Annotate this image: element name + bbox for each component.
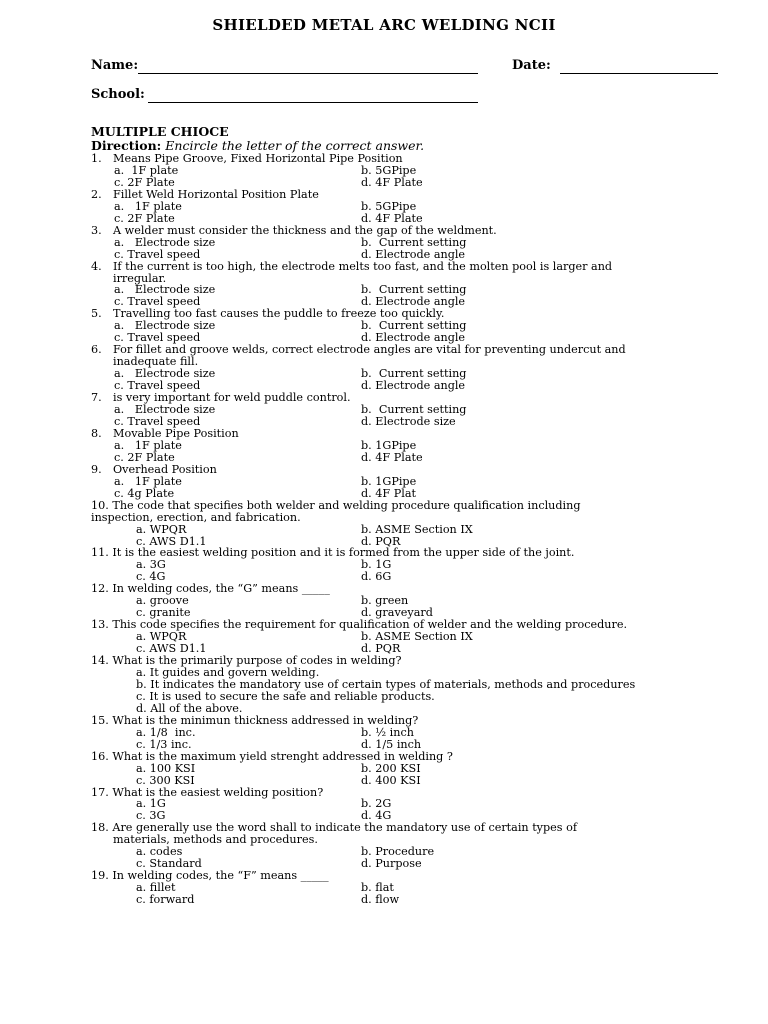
name-line: [138, 73, 478, 74]
question-item: [91, 308, 691, 344]
answer-option[interactable]: c. 4g Plate: [114, 486, 175, 500]
question-stem: [91, 225, 691, 237]
answer-option[interactable]: b. green: [361, 594, 409, 608]
answer-option[interactable]: b. Current setting: [361, 319, 467, 333]
answer-option[interactable]: d. Purpose: [361, 857, 422, 871]
question-number: 2.: [91, 187, 102, 201]
question-item: [91, 787, 691, 823]
question-text: The code that specifies both welder and welding procedure qualification including: [112, 498, 581, 512]
answer-option[interactable]: b. 1G: [361, 558, 392, 572]
answer-option[interactable]: b. 5GPipe: [361, 199, 417, 213]
answer-option[interactable]: b. ½ inch: [361, 725, 414, 739]
date-label: Date:: [512, 58, 551, 73]
question-text: What is the minimun thickness addressed in welding?: [112, 713, 419, 727]
answer-option[interactable]: d. graveyard: [361, 606, 433, 620]
answer-option[interactable]: d. flow: [361, 893, 400, 907]
answer-option[interactable]: d. 4F Plate: [361, 211, 423, 225]
question-text: A welder must consider the thickness and the gap of the weldment.: [113, 223, 497, 237]
question-text: is very important for weld puddle control.: [113, 391, 351, 405]
question-text: It is the easiest welding position and it is formed from the upper side of the joint.: [112, 546, 575, 560]
answer-option[interactable]: a. groove: [136, 594, 189, 608]
answer-option[interactable]: a. 1F plate: [114, 474, 182, 488]
answer-option[interactable]: d. 4G: [361, 809, 392, 823]
question-text: Are generally use the word shall to indicate the mandatory use of certain types of: [112, 821, 577, 835]
answer-options: [91, 320, 691, 344]
question-number: 6.: [91, 343, 102, 357]
question-number: 14.: [91, 654, 113, 668]
question-number: 4.: [91, 259, 102, 273]
answer-option[interactable]: b. flat: [361, 881, 394, 895]
answer-options: [91, 237, 691, 261]
answer-option[interactable]: b. 1GPipe: [361, 438, 417, 452]
direction-label: Direction:: [91, 138, 162, 153]
answer-options: [91, 368, 691, 392]
question-item: [91, 715, 691, 751]
question-stem: [91, 751, 691, 763]
direction-text: Encircle the letter of the correct answer.: [165, 138, 425, 153]
answer-option[interactable]: b. Current setting: [361, 367, 467, 381]
question-stem-continued: irregular.: [113, 271, 167, 285]
answer-option[interactable]: b. It indicates the mandatory use of certain types of materials, methods and procedures: [136, 677, 636, 691]
question-number: 18.: [91, 821, 113, 835]
answer-options: [91, 595, 691, 619]
answer-option[interactable]: b. 5GPipe: [361, 163, 417, 177]
answer-option[interactable]: d. All of the above.: [136, 701, 243, 715]
question-number: 12.: [91, 582, 113, 596]
answer-option[interactable]: c. forward: [136, 893, 195, 907]
answer-option[interactable]: a. 3G: [136, 558, 166, 572]
question-stem-continued: inadequate fill.: [113, 355, 199, 369]
answer-option[interactable]: d. 4F Plat: [361, 486, 416, 500]
question-stem: [91, 715, 691, 727]
answer-option[interactable]: a. Electrode size: [114, 403, 216, 417]
answer-option[interactable]: b. Procedure: [361, 845, 435, 859]
answer-option[interactable]: b. 2G: [361, 797, 392, 811]
question-number: 7.: [91, 391, 102, 405]
question-item: [91, 464, 691, 500]
answer-option[interactable]: c. 1/3 inc.: [136, 737, 192, 751]
answer-options: [91, 404, 691, 428]
answer-option[interactable]: d. Electrode size: [361, 414, 456, 428]
answer-options: [91, 559, 691, 583]
answer-option[interactable]: a. 1/8 inc.: [136, 725, 196, 739]
answer-option[interactable]: a. WPQR: [136, 630, 187, 644]
question-stem-continued: inspection, erection, and fabrication.: [91, 510, 301, 524]
date-line: [560, 73, 718, 74]
answer-option[interactable]: d. PQR: [361, 534, 401, 548]
question-item: [91, 547, 691, 583]
answer-option[interactable]: d. PQR: [361, 642, 401, 656]
answer-option[interactable]: a. 1F plate: [114, 163, 179, 177]
answer-option[interactable]: c. 4G: [136, 570, 166, 584]
answer-option[interactable]: c. Travel speed: [114, 331, 201, 345]
question-number: 19.: [91, 869, 113, 883]
answer-options: [91, 524, 691, 548]
question-text: Fillet Weld Horizontal Position Plate: [113, 187, 319, 201]
answer-options: [91, 763, 691, 787]
question-item: [91, 153, 691, 189]
question-number: 1.: [91, 152, 102, 165]
question-text: If the current is too high, the electrode melts too fast, and the molten pool is larger and: [113, 259, 613, 273]
answer-option[interactable]: c. Travel speed: [114, 379, 201, 393]
answer-option[interactable]: a. WPQR: [136, 522, 187, 536]
answer-options: [91, 667, 691, 715]
answer-option[interactable]: a. 1F plate: [114, 199, 182, 213]
question-item: [91, 189, 691, 225]
question-stem: [91, 500, 691, 512]
school-line: [148, 102, 478, 103]
question-number: 9.: [91, 462, 102, 476]
answer-option[interactable]: c. 2F Plate: [114, 211, 175, 225]
answer-options: [91, 284, 691, 308]
question-number: 11.: [91, 546, 113, 560]
question-stem: [91, 464, 691, 476]
question-text: Means Pipe Groove, Fixed Horizontal Pipe Position: [113, 152, 403, 165]
section-heading: MULTIPLE CHIOCE: [91, 124, 229, 139]
question-item: [91, 428, 691, 464]
question-item: [91, 870, 691, 906]
question-item: [91, 344, 691, 392]
question-number: 17.: [91, 785, 113, 799]
question-text: What is the maximum yield strenght addressed in welding ?: [112, 749, 453, 763]
question-text: In welding codes, the “F” means _____: [112, 869, 329, 883]
answer-option[interactable]: a. Electrode size: [114, 283, 216, 297]
answer-option[interactable]: c. AWS D1.1: [136, 534, 207, 548]
answer-options: [91, 165, 691, 189]
school-label: School:: [91, 87, 145, 102]
question-text: Travelling too fast causes the puddle to freeze too quickly.: [113, 307, 445, 321]
answer-option[interactable]: c. 2F Plate: [114, 450, 175, 464]
answer-options: [91, 201, 691, 225]
answer-options: [91, 476, 691, 500]
question-item: [91, 822, 691, 870]
answer-option[interactable]: c. Travel speed: [114, 295, 201, 309]
question-text: What is the primarily purpose of codes in welding?: [112, 654, 402, 668]
name-label: Name:: [91, 58, 139, 73]
answer-option[interactable]: d. 1/5 inch: [361, 737, 422, 751]
question-number: 3.: [91, 223, 102, 237]
answer-option[interactable]: b. 1GPipe: [361, 474, 417, 488]
answer-options: [91, 727, 691, 751]
question-stem: [91, 547, 691, 559]
question-text: In welding codes, the “G” means _____: [112, 582, 330, 596]
question-text: What is the easiest welding position?: [112, 785, 324, 799]
answer-option[interactable]: d. Electrode angle: [361, 295, 466, 309]
question-list: [91, 153, 691, 906]
question-number: 8.: [91, 426, 102, 440]
answer-option[interactable]: a. It guides and govern welding.: [136, 665, 320, 679]
answer-option[interactable]: c. 300 KSI: [136, 773, 195, 787]
direction: [91, 138, 424, 153]
answer-option[interactable]: d. 4F Plate: [361, 175, 423, 189]
answer-option[interactable]: a. Electrode size: [114, 319, 216, 333]
answer-option[interactable]: a. codes: [136, 845, 183, 859]
question-number: 10.: [91, 498, 113, 512]
question-stem: [91, 261, 691, 273]
answer-option[interactable]: d. Electrode angle: [361, 247, 466, 261]
answer-option[interactable]: a. 1G: [136, 797, 166, 811]
answer-option[interactable]: c. 2F Plate: [114, 175, 175, 189]
question-item: [91, 751, 691, 787]
question-number: 15.: [91, 713, 113, 727]
question-text: This code specifies the requirement for qualification of welder and the welding procedure.: [112, 618, 628, 632]
answer-options: [91, 846, 691, 870]
worksheet-title: SHIELDED METAL ARC WELDING NCII: [212, 16, 556, 34]
answer-option[interactable]: d. Electrode angle: [361, 379, 466, 393]
question-number: 5.: [91, 307, 102, 321]
answer-option[interactable]: c. 3G: [136, 809, 166, 823]
question-item: [91, 225, 691, 261]
answer-option[interactable]: c. It is used to secure the safe and reliable products.: [136, 689, 435, 703]
question-item: [91, 392, 691, 428]
answer-option[interactable]: a. Electrode size: [114, 235, 216, 249]
question-stem-continued: materials, methods and procedures.: [113, 833, 318, 847]
answer-option[interactable]: a. fillet: [136, 881, 176, 895]
answer-option[interactable]: a. 100 KSI: [136, 761, 196, 775]
question-number: 13.: [91, 618, 113, 632]
answer-option[interactable]: d. 4F Plate: [361, 450, 423, 464]
answer-option[interactable]: d. 400 KSI: [361, 773, 421, 787]
question-item: [91, 619, 691, 655]
answer-option[interactable]: b. Current setting: [361, 283, 467, 297]
question-number: 16.: [91, 749, 113, 763]
answer-option[interactable]: b. 200 KSI: [361, 761, 421, 775]
answer-option[interactable]: b. ASME Section IX: [361, 522, 473, 536]
question-item: [91, 500, 691, 548]
answer-option[interactable]: d. 6G: [361, 570, 392, 584]
answer-option[interactable]: c. Travel speed: [114, 414, 201, 428]
answer-options: [91, 631, 691, 655]
answer-option[interactable]: b. Current setting: [361, 403, 467, 417]
answer-option[interactable]: b. ASME Section IX: [361, 630, 473, 644]
question-text: Overhead Position: [113, 462, 217, 476]
answer-option[interactable]: a. Electrode size: [114, 367, 216, 381]
answer-option[interactable]: a. 1F plate: [114, 438, 182, 452]
question-item: [91, 583, 691, 619]
answer-option[interactable]: b. Current setting: [361, 235, 467, 249]
question-text: Movable Pipe Position: [113, 426, 239, 440]
question-stem: [91, 787, 691, 799]
answer-options: [91, 440, 691, 464]
question-text: For fillet and groove welds, correct electrode angles are vital for preventing undercut and: [113, 343, 626, 357]
answer-option[interactable]: c. AWS D1.1: [136, 642, 207, 656]
answer-option[interactable]: c. Standard: [136, 857, 202, 871]
answer-options: [91, 882, 691, 906]
answer-option[interactable]: c. granite: [136, 606, 191, 620]
question-item: [91, 655, 691, 715]
answer-option[interactable]: c. Travel speed: [114, 247, 201, 261]
question-item: [91, 261, 691, 309]
answer-option[interactable]: d. Electrode angle: [361, 331, 466, 345]
answer-options: [91, 798, 691, 822]
